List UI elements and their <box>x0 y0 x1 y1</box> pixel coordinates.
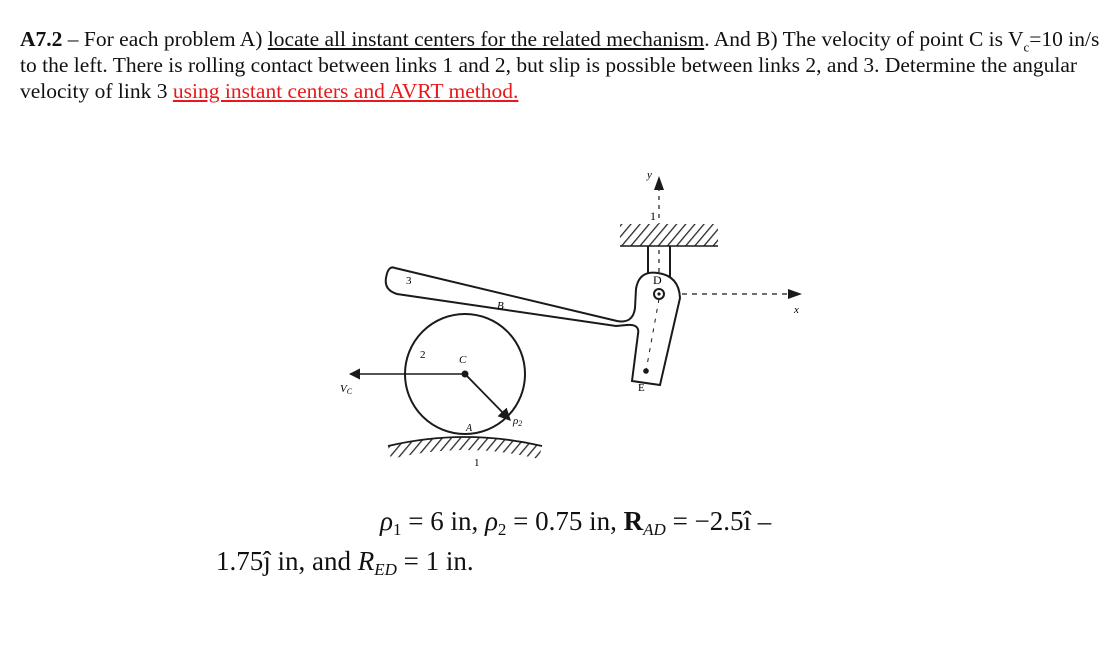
rho2-label: ρ2 <box>513 415 523 428</box>
red-symbol: R <box>357 546 375 576</box>
rho1-sub: 1 <box>392 520 402 539</box>
link1-top-label: 1 <box>650 209 656 223</box>
point-c-label: C <box>459 354 467 366</box>
rho1-value: = 6 in, <box>401 506 485 536</box>
rad-symbol: R <box>623 506 644 536</box>
given-values-line2 <box>216 546 474 585</box>
y-axis-arrowhead <box>654 176 664 190</box>
top-ground-hatch <box>620 224 718 246</box>
rho2-value: = 0.75 in, <box>506 506 624 536</box>
point-e-label: E <box>638 382 645 394</box>
part-a-task: locate all instant centers for the related mechanism <box>267 27 705 51</box>
problem-statement <box>20 26 1100 104</box>
x-axis-arrowhead <box>788 289 802 299</box>
y-axis-label: y <box>647 169 652 181</box>
rad-value-part1: = −2.5î – <box>665 506 772 536</box>
given-values-line1 <box>380 506 771 545</box>
link1-bottom-label: 1 <box>474 457 480 469</box>
problem-text-intro: – For each problem A) <box>62 27 268 51</box>
red-sub: ED <box>374 560 397 579</box>
vc-subscript: c <box>1023 39 1030 55</box>
rho2-arrow <box>465 374 510 420</box>
red-value: = 1 in. <box>396 546 474 576</box>
pin-d-center <box>657 292 660 295</box>
point-d-label: D <box>653 273 662 287</box>
point-a-label: A <box>466 423 473 434</box>
rad-sub: AD <box>643 520 666 539</box>
problem-text-mid: . And B) The velocity of point C is V <box>704 27 1024 51</box>
bottom-ground-hatch <box>388 437 542 459</box>
problem-text-rest: =10 in/s to the left. There is rolling contact between links 1 and 2, but slip is possible between links 2, and 3. Determine the angular velocity of link 3 <box>20 27 1100 103</box>
rho1-symbol: ρ <box>380 506 393 536</box>
point-b-label: B <box>497 300 504 312</box>
x-axis-label: x <box>794 304 799 316</box>
rho2-sub: 2 <box>497 520 507 539</box>
rho2-symbol: ρ <box>484 506 498 536</box>
mechanism-figure <box>320 158 840 478</box>
problem-number: A7.2 <box>20 27 63 51</box>
method-note: using instant centers and AVRT method. <box>172 79 519 103</box>
rad-value-part2: 1.75ĵ in, and <box>216 546 358 576</box>
link3-label: 3 <box>406 275 412 287</box>
vc-label: VC <box>340 383 353 396</box>
point-e <box>643 368 649 374</box>
link2-label: 2 <box>420 349 426 361</box>
